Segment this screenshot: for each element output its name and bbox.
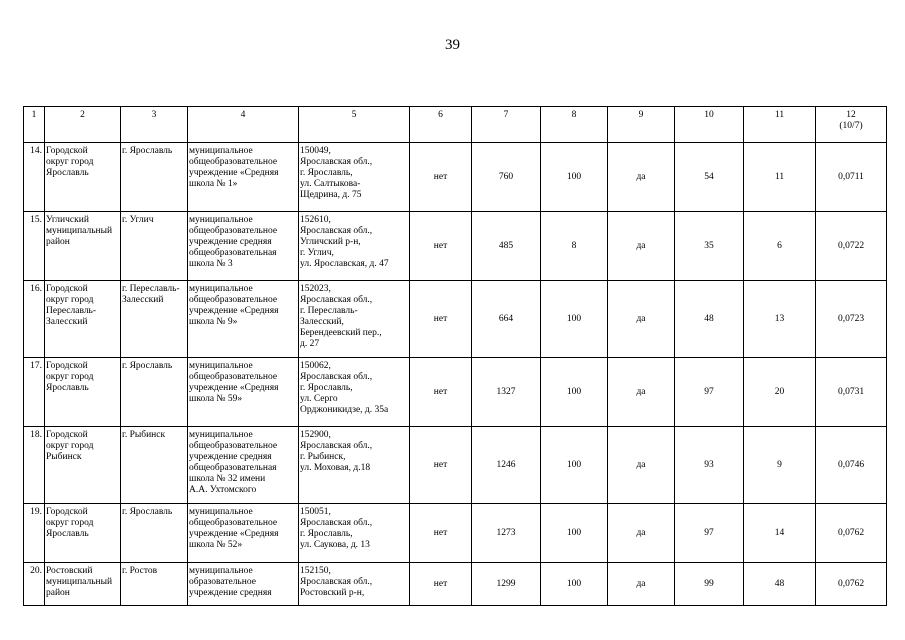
district-cell: Городской округ город Рыбинск (45, 427, 121, 504)
col8-cell: 100 (541, 358, 608, 427)
col9-cell: да (608, 563, 675, 606)
col8-cell: 8 (541, 212, 608, 281)
header-cell: 4 (188, 107, 299, 143)
institution-cell: муниципальное общеобразовательное учреждение «Средняя школа № 59» (188, 358, 299, 427)
row-number-cell: 17. (24, 358, 45, 427)
col12-cell: 0,0711 (816, 143, 887, 212)
institution-cell: муниципальное общеобразовательное учреждение «Средняя школа № 9» (188, 281, 299, 358)
institution-cell: муниципальное образовательное учреждение средняя (188, 563, 299, 606)
district-cell: Угличский муниципальный район (45, 212, 121, 281)
col11-cell: 14 (744, 504, 816, 563)
col6-cell: нет (410, 563, 472, 606)
col12-cell: 0,0746 (816, 427, 887, 504)
col7-cell: 1299 (472, 563, 541, 606)
col10-cell: 93 (675, 427, 744, 504)
header-cell: 11 (744, 107, 816, 143)
institution-cell: муниципальное общеобразовательное учреждение «Средняя школа № 52» (188, 504, 299, 563)
col8-cell: 100 (541, 427, 608, 504)
table-row (24, 504, 887, 563)
col7-cell: 1273 (472, 504, 541, 563)
row-number-cell: 20. (24, 563, 45, 606)
col9-cell: да (608, 143, 675, 212)
row-number-cell: 19. (24, 504, 45, 563)
header-cell: 3 (121, 107, 188, 143)
address-cell: 150049, Ярославская обл., г. Ярославль, ул. Салтыкова- Щедрина, д. 75 (299, 143, 410, 212)
col7-cell: 664 (472, 281, 541, 358)
table-row (24, 143, 887, 212)
col10-cell: 97 (675, 504, 744, 563)
col9-cell: да (608, 212, 675, 281)
address-cell: 152150, Ярославская обл., Ростовский р-н, (299, 563, 410, 606)
address-cell: 152900, Ярославская обл., г. Рыбинск, ул. Моховая, д.18 (299, 427, 410, 504)
locality-cell: г. Углич (121, 212, 188, 281)
row-number-cell: 18. (24, 427, 45, 504)
col10-cell: 48 (675, 281, 744, 358)
row-number-cell: 16. (24, 281, 45, 358)
table-row (24, 212, 887, 281)
col8-cell: 100 (541, 281, 608, 358)
row-number-cell: 14. (24, 143, 45, 212)
address-cell: 152023, Ярославская обл., г. Переславль- Залесский, Берендеевский пер., д. 27 (299, 281, 410, 358)
district-cell: Городской округ город Ярославль (45, 504, 121, 563)
col11-cell: 6 (744, 212, 816, 281)
col12-cell: 0,0731 (816, 358, 887, 427)
col12-cell: 0,0762 (816, 504, 887, 563)
table-row (24, 427, 887, 504)
header-cell: 1 (24, 107, 45, 143)
header-cell: 2 (45, 107, 121, 143)
col12-cell: 0,0762 (816, 563, 887, 606)
table-row (24, 563, 887, 606)
col11-cell: 13 (744, 281, 816, 358)
schools-table (23, 106, 887, 606)
col9-cell: да (608, 504, 675, 563)
col11-cell: 11 (744, 143, 816, 212)
col9-cell: да (608, 281, 675, 358)
col6-cell: нет (410, 358, 472, 427)
institution-cell: муниципальное общеобразовательное учреждение «Средняя школа № 1» (188, 143, 299, 212)
locality-cell: г. Ярославль (121, 358, 188, 427)
district-cell: Ростовский муниципальный район (45, 563, 121, 606)
col9-cell: да (608, 358, 675, 427)
col10-cell: 99 (675, 563, 744, 606)
col12-cell: 0,0723 (816, 281, 887, 358)
header-cell: 10 (675, 107, 744, 143)
district-cell: Городской округ город Ярославль (45, 358, 121, 427)
col7-cell: 760 (472, 143, 541, 212)
header-cell: 7 (472, 107, 541, 143)
col8-cell: 100 (541, 504, 608, 563)
locality-cell: г. Ростов (121, 563, 188, 606)
address-cell: 150062, Ярославская обл., г. Ярославль, ул. Серго Орджоникидзе, д. 35а (299, 358, 410, 427)
header-cell: 5 (299, 107, 410, 143)
col10-cell: 97 (675, 358, 744, 427)
col10-cell: 54 (675, 143, 744, 212)
institution-cell: муниципальное общеобразовательное учреждение средняя общеобразовательная школа № 32 имени А.А. Ухтомского (188, 427, 299, 504)
col8-cell: 100 (541, 143, 608, 212)
row-number-cell: 15. (24, 212, 45, 281)
col7-cell: 1246 (472, 427, 541, 504)
district-cell: Городской округ город Переславль- Залесский (45, 281, 121, 358)
col9-cell: да (608, 427, 675, 504)
col7-cell: 1327 (472, 358, 541, 427)
locality-cell: г. Ярославль (121, 504, 188, 563)
table-row (24, 358, 887, 427)
col6-cell: нет (410, 281, 472, 358)
table-row (24, 281, 887, 358)
col12-cell: 0,0722 (816, 212, 887, 281)
col6-cell: нет (410, 504, 472, 563)
col10-cell: 35 (675, 212, 744, 281)
page-number: 39 (445, 37, 460, 53)
header-cell: 9 (608, 107, 675, 143)
locality-cell: г. Переславль- Залесский (121, 281, 188, 358)
header-cell: 8 (541, 107, 608, 143)
institution-cell: муниципальное общеобразовательное учреждение средняя общеобразовательная школа № 3 (188, 212, 299, 281)
col6-cell: нет (410, 427, 472, 504)
district-cell: Городской округ город Ярославль (45, 143, 121, 212)
header-cell: 12 (10/7) (816, 107, 887, 143)
col11-cell: 20 (744, 358, 816, 427)
locality-cell: г. Рыбинск (121, 427, 188, 504)
col6-cell: нет (410, 143, 472, 212)
locality-cell: г. Ярославль (121, 143, 188, 212)
col8-cell: 100 (541, 563, 608, 606)
col11-cell: 48 (744, 563, 816, 606)
col11-cell: 9 (744, 427, 816, 504)
header-cell: 6 (410, 107, 472, 143)
col7-cell: 485 (472, 212, 541, 281)
address-cell: 150051, Ярославская обл., г. Ярославль, ул. Саукова, д. 13 (299, 504, 410, 563)
table-header-row (24, 107, 887, 143)
address-cell: 152610, Ярославская обл., Угличский р-н, г. Углич, ул. Ярославская, д. 47 (299, 212, 410, 281)
col6-cell: нет (410, 212, 472, 281)
